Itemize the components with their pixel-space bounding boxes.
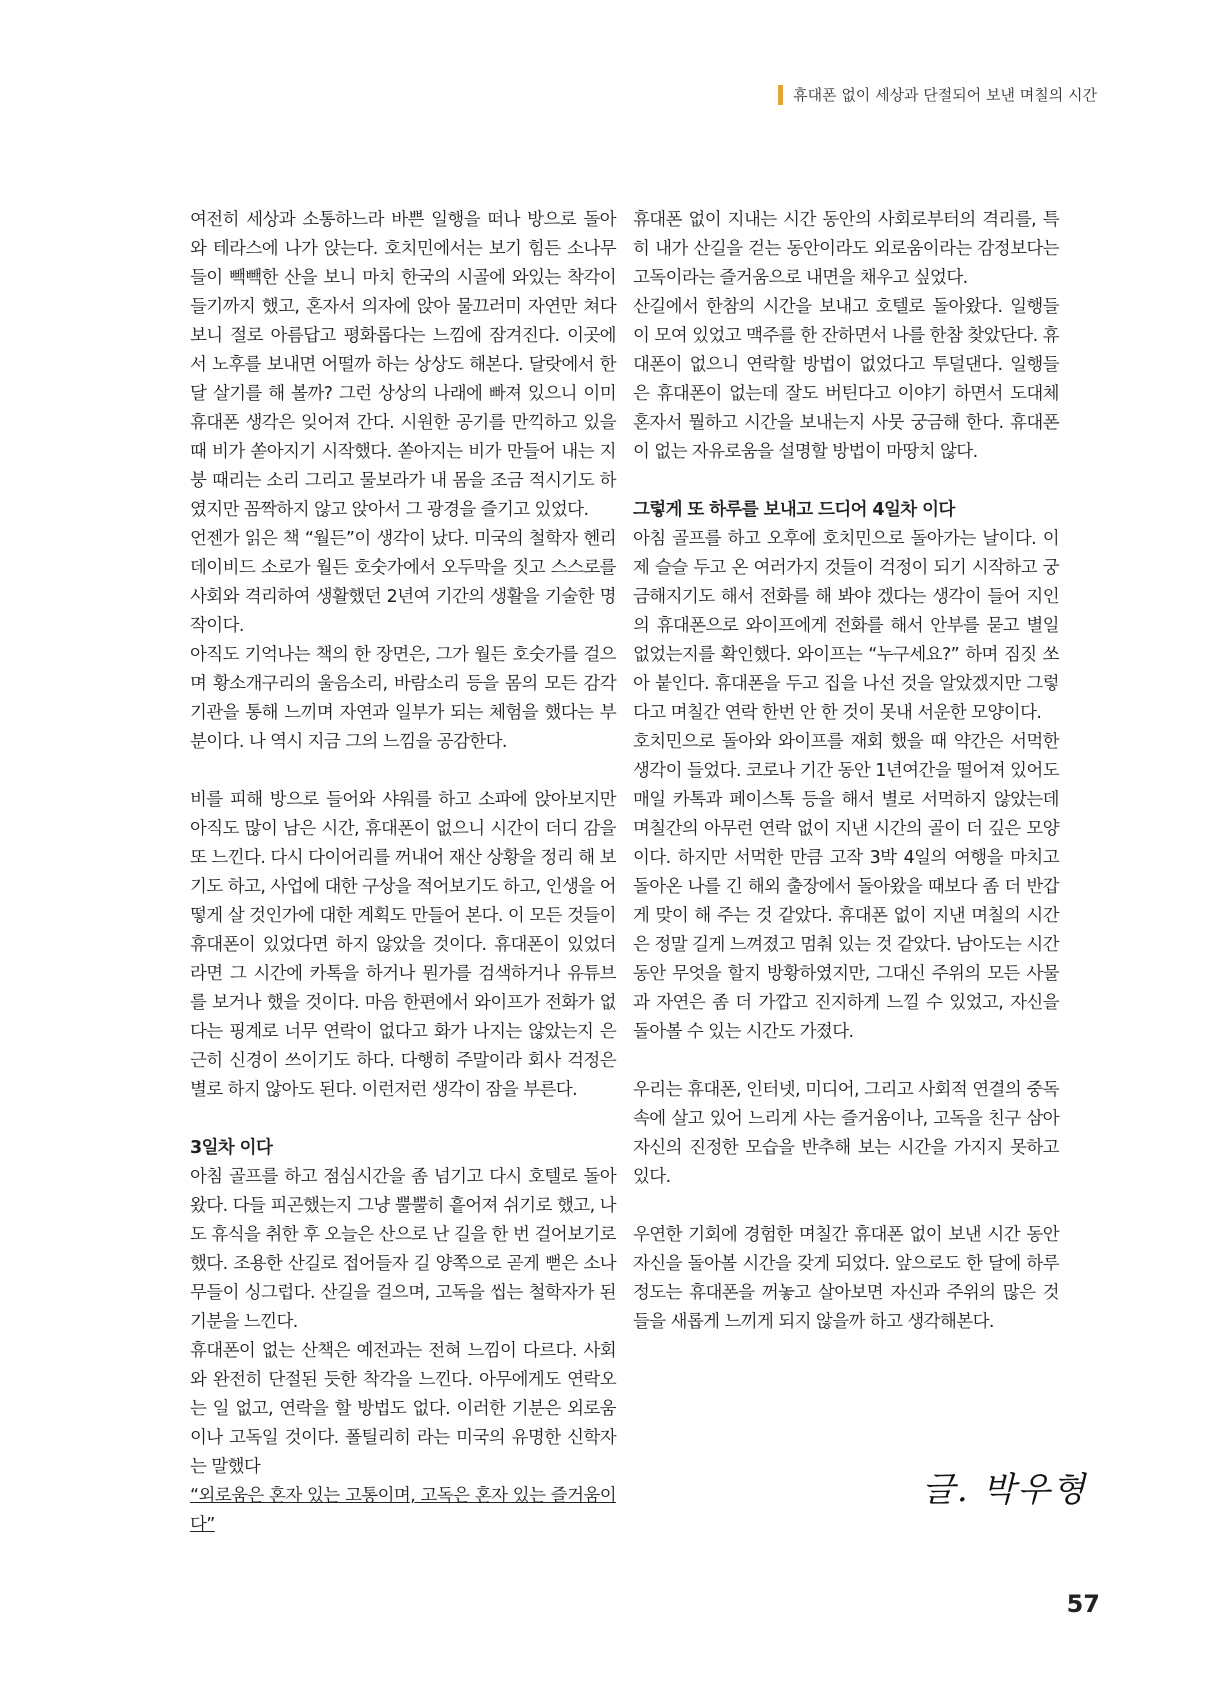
section-heading: 3일차 이다 [190, 1138, 273, 1158]
quote: “외로움은 혼자 있는 고통이며, 고독은 혼자 있는 즐거움이다” [190, 1486, 616, 1535]
paragraph: 우연한 기회에 경험한 며칠간 휴대폰 없이 보낸 시간 동안 자신을 돌아볼 시간을 갖게 되었다. 앞으로도 한 달에 하루 정도는 휴대폰을 꺼놓고 살아보면 자신과 주위의 많은 것들을 새롭게 느끼게 되지 않을까 하고 생각해본다. [633, 1225, 1059, 1332]
author-signature: 글. 박우형 [922, 1470, 1087, 1510]
left-column [190, 206, 616, 1540]
paragraph: 언젠가 읽은 책 “월든”이 생각이 났다. 미국의 철학자 헨리 데이비드 소로가 월든 호숫가에서 오두막을 짓고 스스로를 사회와 격리하여 생활했던 2년여 기간의 생활을 기술한 명작이다. [190, 529, 616, 636]
paragraph: 휴대폰 없이 지내는 시간 동안의 사회로부터의 격리를, 특히 내가 산길을 걷는 동안이라도 외로움이라는 감정보다는 고독이라는 즐거움으로 내면을 채우고 싶었다. [633, 210, 1059, 288]
paragraph: 산길에서 한참의 시간을 보내고 호텔로 돌아왔다. 일행들이 모여 있었고 맥주를 한 잔하면서 나를 한참 찾았단다. 휴대폰이 없으니 연락할 방법이 없었다고 투덜댄다. 일행들은 휴대폰이 없는데 잘도 버틴다고 이야기 하면서 도대체 혼자서 뭘하고 시간을 보내는지 사뭇 궁금해 한다. 휴대폰이 없는 자유로움을 설명할 방법이 마땅치 않다. [633, 297, 1059, 462]
running-header [778, 84, 1097, 105]
paragraph: 여전히 세상과 소통하느라 바쁜 일행을 떠나 방으로 돌아와 테라스에 나가 앉는다. 호치민에서는 보기 힘든 소나무들이 빽빽한 산을 보니 마치 한국의 시골에 와있는 착각이 들기까지 했고, 혼자서 의자에 앉아 물끄러미 자연만 쳐다 보니 절로 아름답고 평화롭다는 느낌에 잠겨진다. 이곳에서 노후를 보내면 어떨까 하는 상상도 해본다. 달랏에서 한달 살기를 해 볼까? 그런 상상의 나래에 빠져 있으니 이미 휴대폰 생각은 잊어져 간다. 시원한 공기를 만끽하고 있을 때 비가 쏟아지기 시작했다. 쏟아지는 비가 만들어 내는 지붕 때리는 소리 그리고 물보라가 내 몸을 조금 적시기도 하였지만 꼼짝하지 않고 앉아서 그 광경을 즐기고 있었다. [190, 210, 616, 520]
paragraph: 아침 골프를 하고 오후에 호치민으로 돌아가는 날이다. 이제 슬슬 두고 온 여러가지 것들이 걱정이 되기 시작하고 궁금해지기도 해서 전화를 해 봐야 겠다는 생각이 들어 지인의 휴대폰으로 와이프에게 전화를 해서 안부를 묻고 별일 없었는지를 확인했다. 와이프는 “누구세요?” 하며 짐짓 쏘아 붙인다. 휴대폰을 두고 집을 나선 것을 알았겠지만 그렇다고 며칠간 연락 한번 안 한 것이 못내 서운한 모양이다. [633, 529, 1059, 723]
paragraph: 아직도 기억나는 책의 한 장면은, 그가 월든 호숫가를 걸으며 황소개구리의 울음소리, 바람소리 등을 몸의 모든 감각기관을 통해 느끼며 자연과 일부가 되는 체험을 했다는 부분이다. 나 역시 지금 그의 느낌을 공감한다. [190, 645, 616, 752]
section-heading: 그렇게 또 하루를 보내고 드디어 4일차 이다 [633, 500, 955, 520]
paragraph: 비를 피해 방으로 들어와 샤워를 하고 소파에 앉아보지만 아직도 많이 남은 시간, 휴대폰이 없으니 시간이 더디 감을 또 느낀다. 다시 다이어리를 꺼내어 재산 상황을 정리 해 보기도 하고, 사업에 대한 구상을 적어보기도 하고, 인생을 어떻게 살 것인가에 대한 계획도 만들어 본다. 이 모든 것들이 휴대폰이 있었다면 하지 않았을 것이다. 휴대폰이 있었더라면 그 시간에 카톡을 하거나 뭔가를 검색하거나 유튜브를 보거나 했을 것이다. 마음 한편에서 와이프가 전화가 없다는 핑계로 너무 연락이 없다고 화가 나지는 않았는지 은근히 신경이 쓰이기도 하다. 다행히 주말이라 회사 걱정은 별로 하지 않아도 된다. 이런저런 생각이 잠을 부른다. [190, 790, 616, 1100]
paragraph: 휴대폰이 없는 산책은 예전과는 전혀 느낌이 다르다. 사회와 완전히 단절된 듯한 착각을 느낀다. 아무에게도 연락오는 일 없고, 연락을 할 방법도 없다. 이러한 기분은 외로움이나 고독일 것이다. 폴틸리히 라는 미국의 유명한 신학자는 말했다 [190, 1341, 616, 1477]
paragraph: 우리는 휴대폰, 인터넷, 미디어, 그리고 사회적 연결의 중독 속에 살고 있어 느리게 사는 즐거움이나, 고독을 친구 삼아 자신의 진정한 모습을 반추해 보는 시간을 가지지 못하고 있다. [633, 1080, 1059, 1187]
right-column [633, 206, 1059, 1337]
page-number: 57 [1066, 1590, 1100, 1618]
paragraph: 아침 골프를 하고 점심시간을 좀 넘기고 다시 호텔로 돌아왔다. 다들 피곤했는지 그냥 뿔뿔히 흩어져 쉬기로 했고, 나도 휴식을 취한 후 오늘은 산으로 난 길을 한 번 걸어보기로 했다. 조용한 산길로 접어들자 길 양쪽으로 곧게 뻗은 소나무들이 싱그럽다. 산길을 걸으며, 고독을 씹는 철학자가 된 기분을 느낀다. [190, 1167, 616, 1332]
header-accent-bar [778, 85, 783, 105]
paragraph: 호치민으로 돌아와 와이프를 재회 했을 때 약간은 서먹한 생각이 들었다. 코로나 기간 동안 1년여간을 떨어져 있어도 매일 카톡과 페이스톡 등을 해서 별로 서먹하지 않았는데 며칠간의 아무런 연락 없이 지낸 시간의 골이 더 깊은 모양이다. 하지만 서먹한 만큼 고작 3박 4일의 여행을 마치고 돌아온 나를 긴 해외 출장에서 돌아왔을 때보다 좀 더 반갑게 맞이 해 주는 것 같았다. 휴대폰 없이 지낸 며칠의 시간은 정말 길게 느껴졌고 멈춰 있는 것 같았다. 남아도는 시간 동안 무엇을 할지 방황하였지만, 그대신 주위의 모든 사물과 자연은 좀 더 가깝고 진지하게 느낄 수 있었고, 자신을 돌아볼 수 있는 시간도 가졌다. [633, 732, 1059, 1042]
header-title: 휴대폰 없이 세상과 단절되어 보낸 며칠의 시간 [793, 86, 1097, 104]
